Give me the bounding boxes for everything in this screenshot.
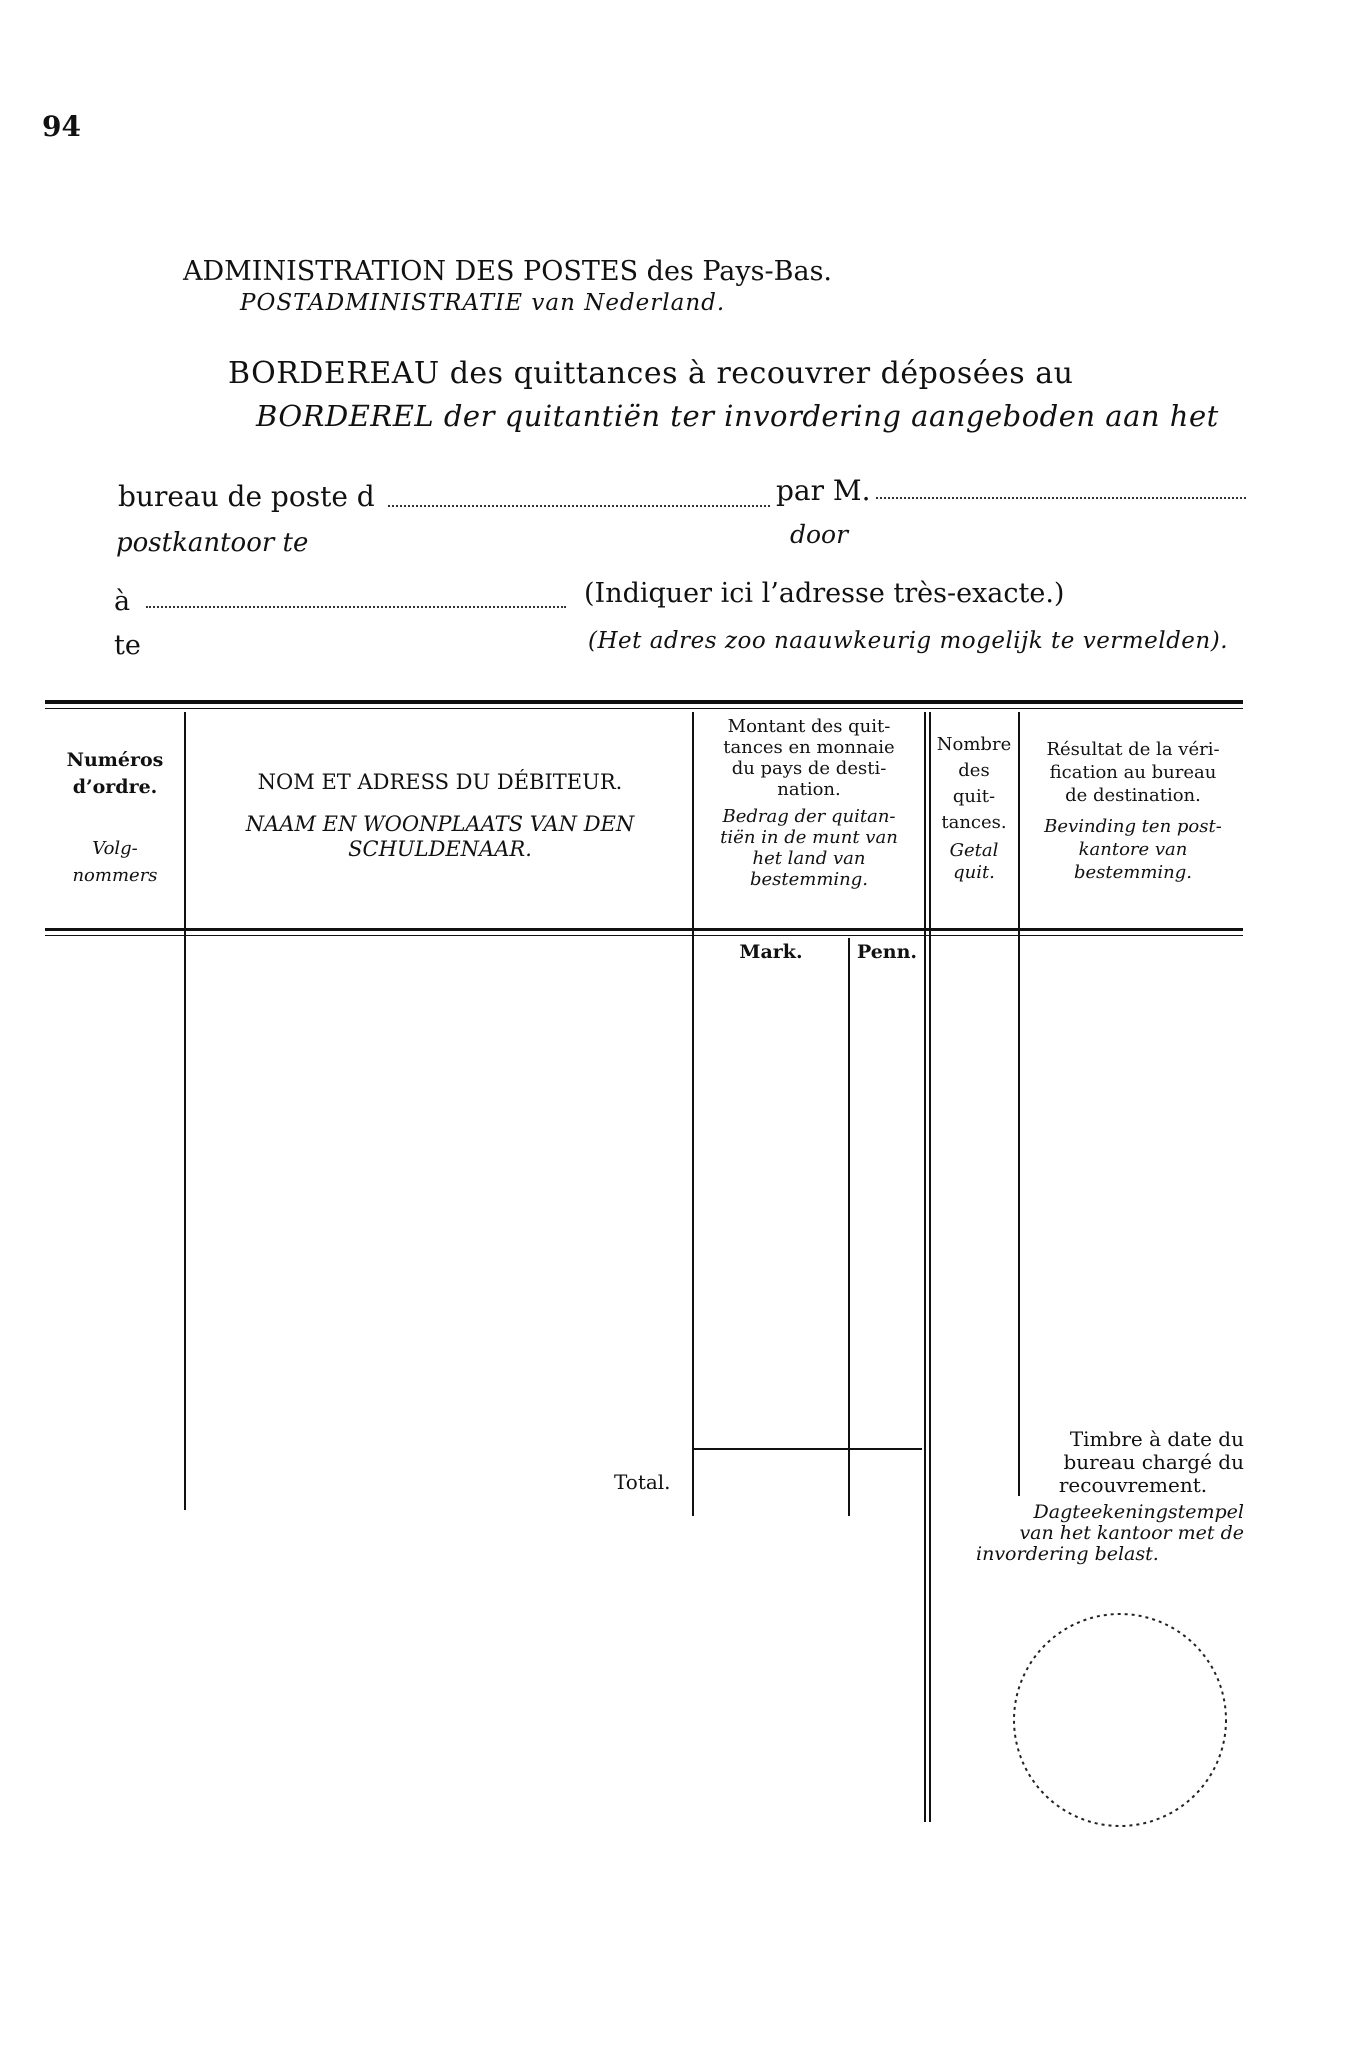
indiquer-note-fr: (Indiquer ici l’adresse très-exacte.) xyxy=(584,578,1065,609)
admin-title-nl: POSTADMINISTRATIE van Nederland. xyxy=(240,290,726,316)
page-number: 94 xyxy=(42,110,81,143)
total-rule xyxy=(692,1448,922,1450)
subheader-mark: Mark. xyxy=(739,941,803,963)
bordereau-title-nl: BORDEREL der quitantiën ter invordering aangeboden aan het xyxy=(256,399,1219,433)
indiquer-note-nl: (Het adres zoo naauwkeurig mogelijk te vermelden). xyxy=(588,628,1229,654)
stamp-note-fr: Timbre à date du bureau chargé du recouvrement. xyxy=(1058,1427,1244,1497)
bureau-label-fr: bureau de poste d xyxy=(118,480,375,513)
bureau-dotted-line[interactable] xyxy=(388,505,770,507)
par-label-nl: door xyxy=(790,520,849,549)
header-numeros-fr: Numéros d’ordre. xyxy=(66,749,164,798)
col-divider-3a xyxy=(924,712,926,1822)
header-nom-fr: NOM ET ADRESS DU DÉBITEUR. xyxy=(257,770,623,794)
total-label: Total. xyxy=(614,1470,671,1494)
header-numeros-nl: Volg- nommers xyxy=(72,838,158,886)
par-dotted-line[interactable] xyxy=(876,497,1246,499)
subheader-penn: Penn. xyxy=(856,941,918,963)
col-divider-mark-penn xyxy=(848,938,850,1516)
table-top-rule-thin xyxy=(45,708,1243,709)
a-label-fr: à xyxy=(114,586,131,617)
header-nom-nl: NAAM EN WOONPLAATS VAN DEN SCHULDENAAR. xyxy=(245,812,635,861)
col-divider-1 xyxy=(184,712,186,1510)
stamp-note-nl: Dagteekeningstempel van het kantoor met de invordering belast. xyxy=(976,1501,1244,1565)
header-nombre: Nombre des quit- tances. Getal quit. xyxy=(936,734,1012,883)
header-bottom-rule-thick xyxy=(45,928,1243,931)
admin-title-fr: ADMINISTRATION DES POSTES des Pays-Bas. xyxy=(183,256,833,287)
bureau-label-nl: postkantoor te xyxy=(116,528,309,558)
header-bottom-rule-thin xyxy=(45,935,1243,936)
bordereau-title-fr: BORDEREAU des quittances à recouvrer déposées au xyxy=(228,356,1074,391)
a-label-nl: te xyxy=(114,630,141,661)
header-montant: Montant des quit- tances en monnaie du pays de desti- nation. Bedrag der quitan- tiën in de munt van het land van bestemming. xyxy=(720,716,898,890)
par-label-fr: par M. xyxy=(776,474,871,507)
col-divider-4 xyxy=(1018,712,1020,1496)
table-top-rule-thick xyxy=(45,700,1243,704)
address-dotted-line[interactable] xyxy=(146,606,566,608)
date-stamp-circle xyxy=(1000,1600,1240,1840)
header-resultat: Résultat de la véri- fication au bureau de destination. Bevinding ten post- kantore van bestemming. xyxy=(1044,739,1222,883)
